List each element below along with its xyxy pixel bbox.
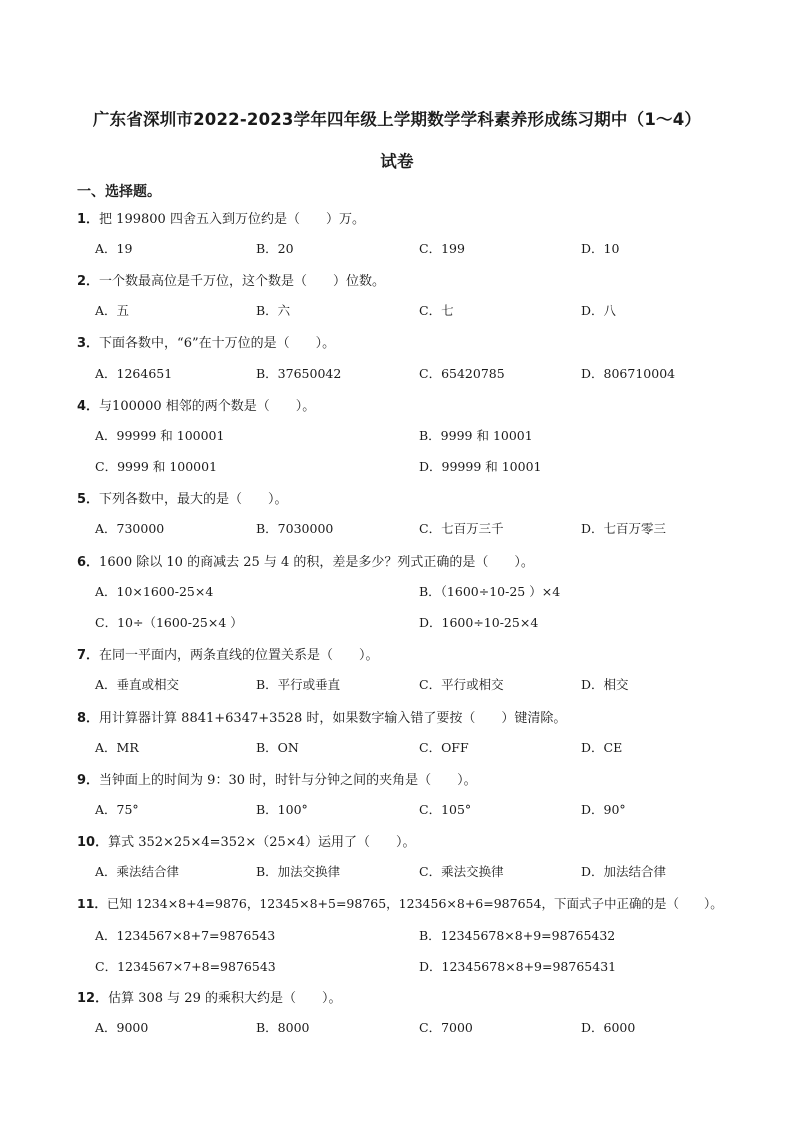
option-a[interactable]: A．99999 和 100001 (95, 428, 225, 443)
section-heading: 一、选择题。 (77, 184, 161, 200)
question-text: 用计算器计算 8841+6347+3528 时，如果数字输入错了要按（ ）键清除。 (99, 711, 567, 726)
option-d[interactable]: D．八 (581, 303, 617, 318)
option-c[interactable]: C．7000 (419, 1020, 473, 1035)
option-a[interactable]: A．10×1600-25×4 (95, 584, 214, 599)
option-a[interactable]: A．730000 (95, 521, 165, 536)
option-c[interactable]: C．七 (419, 303, 454, 318)
question-number: 10． (77, 835, 109, 850)
option-d[interactable]: D．12345678×8+9=98765431 (419, 959, 617, 974)
option-c[interactable]: C．199 (419, 241, 465, 256)
question-number: 2． (77, 274, 100, 289)
question-text: 一个数最高位是千万位，这个数是（ ）位数。 (99, 274, 386, 289)
option-a[interactable]: A．乘法结合律 (95, 864, 180, 879)
question-3 (77, 332, 335, 351)
question-text: 与100000 相邻的两个数是（ ）。 (99, 399, 316, 414)
option-d[interactable]: D．1600÷10-25×4 (419, 615, 539, 630)
question-number: 8． (77, 711, 100, 726)
question-number: 5． (77, 492, 100, 507)
question-text: 已知 1234×8+4=9876，12345×8+5=98765，123456×8+6=987654，下面式子中正确的是（ ）。 (106, 896, 723, 911)
option-b[interactable]: B．平行或垂直 (256, 677, 341, 692)
option-a[interactable]: A．垂直或相交 (95, 677, 180, 692)
option-b[interactable]: B．100° (256, 802, 308, 817)
option-c[interactable]: C．65420785 (419, 366, 505, 381)
question-number: 1． (77, 212, 100, 227)
option-a[interactable]: A．1234567×8+7=9876543 (95, 928, 276, 943)
option-c[interactable]: C．105° (419, 802, 472, 817)
option-b[interactable]: B．37650042 (256, 366, 342, 381)
option-d[interactable]: D．加法结合律 (581, 864, 667, 879)
question-1 (77, 208, 365, 227)
question-5 (77, 488, 288, 507)
option-c[interactable]: C．9999 和 100001 (95, 459, 218, 474)
option-c[interactable]: C．10÷（1600-25×4 ） (95, 615, 243, 630)
option-c[interactable]: C．七百万三千 (419, 521, 504, 536)
exam-title-line-2: 试卷 (380, 152, 414, 171)
question-9 (77, 769, 477, 788)
option-b[interactable]: B．加法交换律 (256, 864, 341, 879)
question-10 (77, 831, 415, 850)
question-number: 6． (77, 555, 100, 570)
option-d[interactable]: D．七百万零三 (581, 521, 667, 536)
question-text: 当钟面上的时间为 9：30 时，时针与分钟之间的夹角是（ ）。 (99, 773, 477, 788)
option-d[interactable]: D．相交 (581, 677, 629, 692)
option-b[interactable]: B．ON (256, 740, 299, 755)
question-number: 4． (77, 399, 100, 414)
option-b[interactable]: B．（1600÷10-25 ）×4 (419, 584, 561, 599)
option-a[interactable]: A．19 (95, 241, 133, 256)
option-a[interactable]: A．1264651 (95, 366, 173, 381)
question-7 (77, 644, 379, 663)
question-number: 3． (77, 336, 100, 351)
option-b[interactable]: B．8000 (256, 1020, 310, 1035)
option-b[interactable]: B．20 (256, 241, 294, 256)
question-8 (77, 707, 566, 726)
question-number: 9． (77, 773, 100, 788)
option-a[interactable]: A．75° (95, 802, 139, 817)
option-a[interactable]: A．MR (95, 740, 139, 755)
question-text: 下面各数中，“6”在十万位的是（ ）。 (99, 336, 336, 351)
option-a[interactable]: A．五 (95, 303, 130, 318)
option-c[interactable]: C．乘法交换律 (419, 864, 504, 879)
option-b[interactable]: B．六 (256, 303, 291, 318)
option-a[interactable]: A．9000 (95, 1020, 149, 1035)
question-number: 7． (77, 648, 100, 663)
question-text: 下列各数中，最大的是（ ）。 (99, 492, 288, 507)
question-text: 把 199800 四舍五入到万位约是（ ）万。 (99, 212, 365, 227)
question-text: 估算 308 与 29 的乘积大约是（ ）。 (108, 991, 342, 1006)
question-text: 1600 除以 10 的商减去 25 与 4 的积，差是多少？列式正确的是（ ）。 (99, 555, 534, 570)
option-c[interactable]: C．平行或相交 (419, 677, 504, 692)
question-text: 在同一平面内，两条直线的位置关系是（ ）。 (99, 648, 379, 663)
question-12 (77, 987, 341, 1006)
option-d[interactable]: D．806710004 (581, 366, 676, 381)
option-b[interactable]: B．12345678×8+9=98765432 (419, 928, 616, 943)
option-d[interactable]: D．90° (581, 802, 626, 817)
option-c[interactable]: C．OFF (419, 740, 469, 755)
question-11 (77, 894, 723, 912)
question-text: 算式 352×25×4=352×（25×4）运用了（ ）。 (108, 835, 416, 850)
option-d[interactable]: D．CE (581, 740, 623, 755)
question-4 (77, 395, 315, 414)
option-d[interactable]: D．6000 (581, 1020, 636, 1035)
question-6 (77, 551, 534, 570)
option-d[interactable]: D．10 (581, 241, 620, 256)
option-b[interactable]: B．9999 和 10001 (419, 428, 533, 443)
option-d[interactable]: D．99999 和 10001 (419, 459, 542, 474)
exam-title-line-1: 广东省深圳市2022-2023学年四年级上学期数学学科素养形成练习期中（1～4） (92, 110, 702, 129)
option-c[interactable]: C．1234567×7+8=9876543 (95, 959, 276, 974)
question-number: 11． (77, 896, 107, 911)
question-2 (77, 270, 385, 289)
question-number: 12． (77, 991, 109, 1006)
option-b[interactable]: B．7030000 (256, 521, 334, 536)
